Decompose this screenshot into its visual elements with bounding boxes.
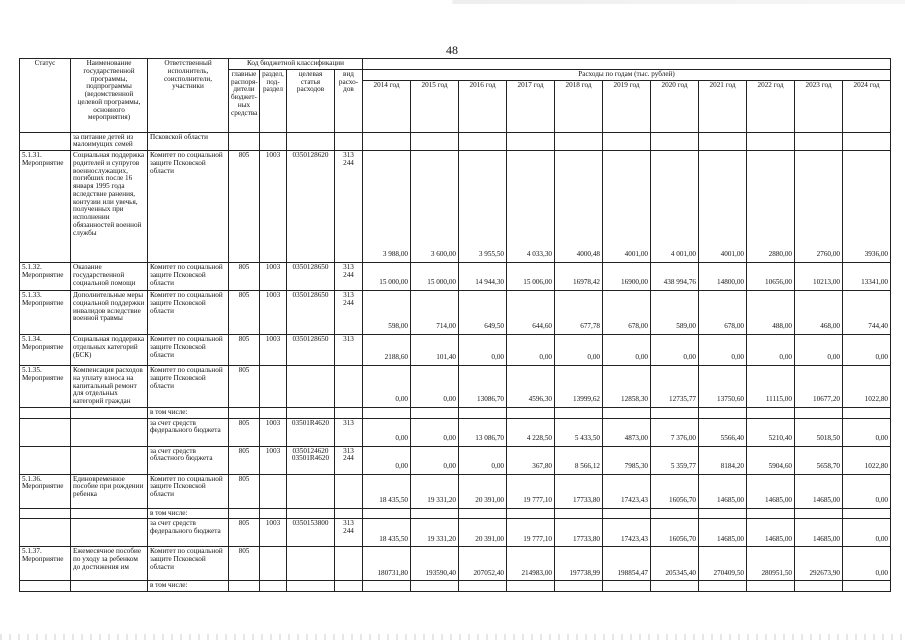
row-status (20, 508, 71, 519)
row-status (20, 407, 71, 418)
row-value: 214983,00 (507, 547, 555, 581)
row-vr: 313 244 (335, 151, 363, 263)
header-year: 2018 год (555, 80, 603, 132)
row-executor: в том числе: (148, 407, 229, 418)
header-year: 2015 год (411, 80, 459, 132)
row-executor: за счет средств областного бюджета (148, 446, 229, 474)
table-row (20, 474, 891, 508)
row-value: 5566,40 (699, 418, 747, 446)
row-value: 17423,43 (603, 474, 651, 508)
row-value: 1022,80 (843, 366, 891, 408)
row-cs (287, 508, 335, 519)
row-rz: 1003 (260, 263, 287, 291)
row-cs (287, 407, 335, 418)
row-name (71, 407, 148, 418)
row-name (71, 581, 148, 592)
row-value: 13 086,70 (459, 418, 507, 446)
scan-edge-shadow (0, 0, 905, 4)
row-vr: 313 244 (335, 263, 363, 291)
row-value: 19 331,20 (411, 519, 459, 547)
header-year: 2014 год (363, 80, 411, 132)
row-value: 0,00 (555, 335, 603, 366)
header-year: 2019 год (603, 80, 651, 132)
row-value: 5210,40 (747, 418, 795, 446)
table-row (20, 407, 891, 418)
row-name: за питание детей из малоимущих семей (71, 132, 148, 151)
row-cs: 0350128650 (287, 335, 335, 366)
row-rz: 1003 (260, 291, 287, 335)
row-status: 5.1.32. Мероприятие (20, 263, 71, 291)
row-rz: 1003 (260, 446, 287, 474)
row-value (507, 581, 555, 592)
row-name: Ежемесячное пособие по уходу за ребенком до достижения им (71, 547, 148, 581)
row-value: 5018,50 (795, 418, 843, 446)
row-value: 0,00 (363, 366, 411, 408)
row-value: 677,78 (555, 291, 603, 335)
row-value: 0,00 (843, 474, 891, 508)
header-budget-code: Код бюджетной классификации (229, 59, 363, 70)
row-value (795, 581, 843, 592)
row-name (71, 446, 148, 474)
row-value: 644,60 (507, 291, 555, 335)
row-value: 20 391,00 (459, 474, 507, 508)
row-name (71, 508, 148, 519)
row-value: 3936,00 (843, 151, 891, 263)
row-vr: 313 (335, 335, 363, 366)
row-value: 714,00 (411, 291, 459, 335)
row-value: 13750,60 (699, 366, 747, 408)
row-value: 205345,40 (651, 547, 699, 581)
row-value: 11115,00 (747, 366, 795, 408)
row-value: 2760,00 (795, 151, 843, 263)
row-gr: 805 (229, 151, 260, 263)
header-expenses (363, 59, 891, 70)
row-value (363, 581, 411, 592)
header-rz: раздел, под-раздел (260, 69, 287, 132)
row-vr: 313 (335, 418, 363, 446)
table-row (20, 263, 891, 291)
header-gr: главные распоря-дители бюджет-ных средства (229, 69, 260, 132)
table-row (20, 366, 891, 408)
row-value: 17733,80 (555, 474, 603, 508)
table-row (20, 132, 891, 151)
row-value: 15 006,00 (507, 263, 555, 291)
row-value: 7 376,00 (651, 418, 699, 446)
header-year: 2024 год (843, 80, 891, 132)
row-value: 14800,00 (699, 263, 747, 291)
row-gr: 805 (229, 446, 260, 474)
row-cs (287, 547, 335, 581)
row-value: 292673,90 (795, 547, 843, 581)
row-value: 0,00 (459, 446, 507, 474)
row-value: 16900,00 (603, 263, 651, 291)
scan-bottom-artifact (0, 634, 905, 640)
row-value: 14685,00 (795, 474, 843, 508)
row-vr (335, 366, 363, 408)
row-value: 12858,30 (603, 366, 651, 408)
row-value: 4 033,30 (507, 151, 555, 263)
row-status (20, 132, 71, 151)
row-value: 0,00 (843, 519, 891, 547)
row-vr (335, 581, 363, 592)
row-value: 14685,00 (699, 474, 747, 508)
header-expenses-label: Расходы по годам (тыс. рублей) (363, 69, 891, 80)
row-value (843, 581, 891, 592)
row-value (699, 407, 747, 418)
row-executor: в том числе: (148, 581, 229, 592)
row-gr (229, 132, 260, 151)
row-value (363, 407, 411, 418)
row-value (699, 508, 747, 519)
row-value: 10656,00 (747, 263, 795, 291)
header-cs: целевая статья расходов (287, 69, 335, 132)
row-value: 4 001,00 (651, 151, 699, 263)
row-value: 19 777,10 (507, 519, 555, 547)
row-value: 4 228,50 (507, 418, 555, 446)
row-value: 14685,00 (699, 519, 747, 547)
row-rz: 1003 (260, 519, 287, 547)
row-cs: 0350153800 (287, 519, 335, 547)
row-value: 2880,00 (747, 151, 795, 263)
row-value (651, 581, 699, 592)
row-value: 10677,20 (795, 366, 843, 408)
row-name: Единовременное пособие при рождении ребенка (71, 474, 148, 508)
row-gr: 805 (229, 547, 260, 581)
row-status: 5.1.37. Мероприятие (20, 547, 71, 581)
row-status: 5.1.36. Мероприятие (20, 474, 71, 508)
row-executor: Комитет по социальной защите Псковской области (148, 263, 229, 291)
row-gr: 805 (229, 418, 260, 446)
row-value (555, 581, 603, 592)
row-gr: 805 (229, 263, 260, 291)
row-gr (229, 508, 260, 519)
row-value: 0,00 (843, 418, 891, 446)
row-gr: 805 (229, 519, 260, 547)
row-cs (287, 581, 335, 592)
row-status: 5.1.33. Мероприятие (20, 291, 71, 335)
row-rz: 1003 (260, 335, 287, 366)
table-row (20, 335, 891, 366)
row-value (747, 508, 795, 519)
row-value: 678,00 (699, 291, 747, 335)
table-row (20, 508, 891, 519)
row-gr: 805 (229, 474, 260, 508)
table-row (20, 418, 891, 446)
row-name: Компенсация расходов на уплату взноса на капитальный ремонт для отдельных категорий граждан (71, 366, 148, 408)
row-executor: за счет средств федерального бюджета (148, 519, 229, 547)
row-value (747, 581, 795, 592)
row-vr: 313 244 (335, 291, 363, 335)
row-status (20, 418, 71, 446)
row-vr (335, 547, 363, 581)
row-vr (335, 508, 363, 519)
row-executor: Комитет по социальной защите Псковской области (148, 151, 229, 263)
row-cs: 0350128650 (287, 263, 335, 291)
row-value: 5904,60 (747, 446, 795, 474)
row-executor: Комитет по социальной защите Псковской области (148, 474, 229, 508)
row-value: 0,00 (459, 335, 507, 366)
row-rz (260, 132, 287, 151)
row-cs: 0350124620 03501R4620 (287, 446, 335, 474)
row-value: 744,40 (843, 291, 891, 335)
row-value (651, 132, 699, 151)
row-value: 0,00 (795, 335, 843, 366)
row-value (507, 508, 555, 519)
row-value: 18 435,50 (363, 519, 411, 547)
row-value: 5658,70 (795, 446, 843, 474)
row-name: Дополнительные меры социальной поддержки инвалидов вследствие военной травмы (71, 291, 148, 335)
row-cs (287, 366, 335, 408)
row-value: 0,00 (363, 418, 411, 446)
row-value: 280951,50 (747, 547, 795, 581)
row-value (603, 132, 651, 151)
row-value (411, 132, 459, 151)
row-value: 8 566,12 (555, 446, 603, 474)
header-executor: Ответственный исполнитель, соисполнители, участники (148, 59, 229, 133)
row-value (651, 508, 699, 519)
row-value (843, 508, 891, 519)
row-executor: Комитет по социальной защите Псковской области (148, 547, 229, 581)
row-value: 367,80 (507, 446, 555, 474)
row-value: 0,00 (363, 446, 411, 474)
row-name (71, 519, 148, 547)
header-year: 2017 год (507, 80, 555, 132)
row-value: 14685,00 (747, 474, 795, 508)
header-year: 2023 год (795, 80, 843, 132)
row-value: 14 944,30 (459, 263, 507, 291)
row-executor: Комитет по социальной защите Псковской области (148, 291, 229, 335)
row-rz (260, 581, 287, 592)
row-value (363, 508, 411, 519)
row-value: 14685,00 (795, 519, 843, 547)
row-rz (260, 366, 287, 408)
row-value: 3 600,00 (411, 151, 459, 263)
row-value: 198854,47 (603, 547, 651, 581)
row-value: 13086,70 (459, 366, 507, 408)
row-value: 12735,77 (651, 366, 699, 408)
row-status (20, 581, 71, 592)
row-value (507, 407, 555, 418)
row-value: 678,00 (603, 291, 651, 335)
row-value (795, 407, 843, 418)
row-value: 15 000,00 (363, 263, 411, 291)
row-value: 0,00 (843, 547, 891, 581)
row-name: Социальная поддержка отдельных категорий (БСК) (71, 335, 148, 366)
row-cs: 0350128650 (287, 291, 335, 335)
row-executor: Псковской области (148, 132, 229, 151)
row-value: 101,40 (411, 335, 459, 366)
row-executor: Комитет по социальной защите Псковской области (148, 335, 229, 366)
row-value (747, 132, 795, 151)
row-status: 5.1.31. Мероприятие (20, 151, 71, 263)
row-value (603, 508, 651, 519)
row-value: 4001,00 (699, 151, 747, 263)
table-row (20, 581, 891, 592)
row-cs: 03501R4620 (287, 418, 335, 446)
row-value: 197738,99 (555, 547, 603, 581)
row-gr (229, 581, 260, 592)
row-value: 4001,00 (603, 151, 651, 263)
table-row (20, 547, 891, 581)
row-value (411, 581, 459, 592)
row-value (651, 407, 699, 418)
row-status: 5.1.35. Мероприятие (20, 366, 71, 408)
table-row (20, 151, 891, 263)
row-vr: 313 244 (335, 446, 363, 474)
row-value (555, 407, 603, 418)
row-value: 0,00 (699, 335, 747, 366)
row-value (459, 132, 507, 151)
row-value: 7985,30 (603, 446, 651, 474)
row-value: 488,00 (747, 291, 795, 335)
row-status (20, 519, 71, 547)
row-status: 5.1.34. Мероприятие (20, 335, 71, 366)
expenses-table (19, 58, 891, 592)
row-value (699, 581, 747, 592)
row-value (795, 508, 843, 519)
row-value: 2188,60 (363, 335, 411, 366)
row-gr: 805 (229, 291, 260, 335)
table-row (20, 446, 891, 474)
header-year: 2021 год (699, 80, 747, 132)
row-value: 270409,50 (699, 547, 747, 581)
row-value (843, 132, 891, 151)
table-row (20, 291, 891, 335)
row-value: 4596,30 (507, 366, 555, 408)
row-vr: 313 244 (335, 519, 363, 547)
row-value (459, 581, 507, 592)
row-value: 0,00 (411, 418, 459, 446)
row-value: 598,00 (363, 291, 411, 335)
row-name: Социальная поддержка родителей и супругов военнослужащих, погибших после 16 января 1995 года вследствие ранения, контузии или увечья, полученных при исполнении обязанностей военной службы (71, 151, 148, 263)
row-value: 13341,00 (843, 263, 891, 291)
row-value: 0,00 (411, 366, 459, 408)
row-vr (335, 474, 363, 508)
row-value (363, 132, 411, 151)
row-executor: в том числе: (148, 508, 229, 519)
row-vr (335, 132, 363, 151)
row-rz (260, 474, 287, 508)
row-value: 1022,80 (843, 446, 891, 474)
row-executor: Комитет по социальной защите Псковской области (148, 366, 229, 408)
row-value: 207052,40 (459, 547, 507, 581)
row-vr (335, 407, 363, 418)
row-executor: за счет средств федерального бюджета (148, 418, 229, 446)
row-value: 19 777,10 (507, 474, 555, 508)
row-value: 16978,42 (555, 263, 603, 291)
row-value: 8184,20 (699, 446, 747, 474)
row-value: 0,00 (747, 335, 795, 366)
row-cs: 0350128620 (287, 151, 335, 263)
row-value: 649,50 (459, 291, 507, 335)
header-year: 2020 год (651, 80, 699, 132)
row-value: 3 988,00 (363, 151, 411, 263)
row-rz (260, 508, 287, 519)
row-value: 4873,00 (603, 418, 651, 446)
row-value (459, 508, 507, 519)
row-value: 16056,70 (651, 474, 699, 508)
row-value: 180731,80 (363, 547, 411, 581)
row-value: 14685,00 (747, 519, 795, 547)
row-value: 17423,43 (603, 519, 651, 547)
row-value: 5 359,77 (651, 446, 699, 474)
header-year: 2016 год (459, 80, 507, 132)
row-value: 17733,80 (555, 519, 603, 547)
row-gr: 805 (229, 366, 260, 408)
row-value (699, 132, 747, 151)
row-rz: 1003 (260, 418, 287, 446)
row-value: 468,00 (795, 291, 843, 335)
row-value: 589,00 (651, 291, 699, 335)
row-value: 10213,00 (795, 263, 843, 291)
row-value (843, 407, 891, 418)
row-value (459, 407, 507, 418)
row-value (411, 508, 459, 519)
row-status (20, 446, 71, 474)
row-value: 18 435,50 (363, 474, 411, 508)
page-number: 48 (446, 43, 458, 57)
row-value: 0,00 (651, 335, 699, 366)
row-value (603, 407, 651, 418)
row-rz (260, 407, 287, 418)
row-value: 20 391,00 (459, 519, 507, 547)
header-vr: вид расхо-дов (335, 69, 363, 132)
row-value: 16056,70 (651, 519, 699, 547)
row-value: 3 955,50 (459, 151, 507, 263)
row-value (747, 407, 795, 418)
row-value: 4000,48 (555, 151, 603, 263)
header-year: 2022 год (747, 80, 795, 132)
row-gr: 805 (229, 335, 260, 366)
row-value: 0,00 (411, 446, 459, 474)
row-value (555, 132, 603, 151)
row-value: 0,00 (507, 335, 555, 366)
row-value: 5 433,50 (555, 418, 603, 446)
row-cs (287, 474, 335, 508)
row-value (795, 132, 843, 151)
row-gr (229, 407, 260, 418)
row-value: 19 331,20 (411, 474, 459, 508)
row-value: 0,00 (843, 335, 891, 366)
row-rz (260, 547, 287, 581)
row-name: Оказание государственной социальной помощи (71, 263, 148, 291)
row-rz: 1003 (260, 151, 287, 263)
row-value (603, 581, 651, 592)
row-value: 193590,40 (411, 547, 459, 581)
row-value (411, 407, 459, 418)
row-cs (287, 132, 335, 151)
header-status: Статус (20, 59, 71, 133)
row-value: 13999,62 (555, 366, 603, 408)
row-value (507, 132, 555, 151)
row-value: 438 994,76 (651, 263, 699, 291)
row-name (71, 418, 148, 446)
row-value: 15 000,00 (411, 263, 459, 291)
row-value: 0,00 (603, 335, 651, 366)
header-name: Наименование государственной программы, подпрограммы (ведомственной целевой программы, основного мероприятия) (71, 59, 148, 133)
row-value (555, 508, 603, 519)
table-row (20, 519, 891, 547)
